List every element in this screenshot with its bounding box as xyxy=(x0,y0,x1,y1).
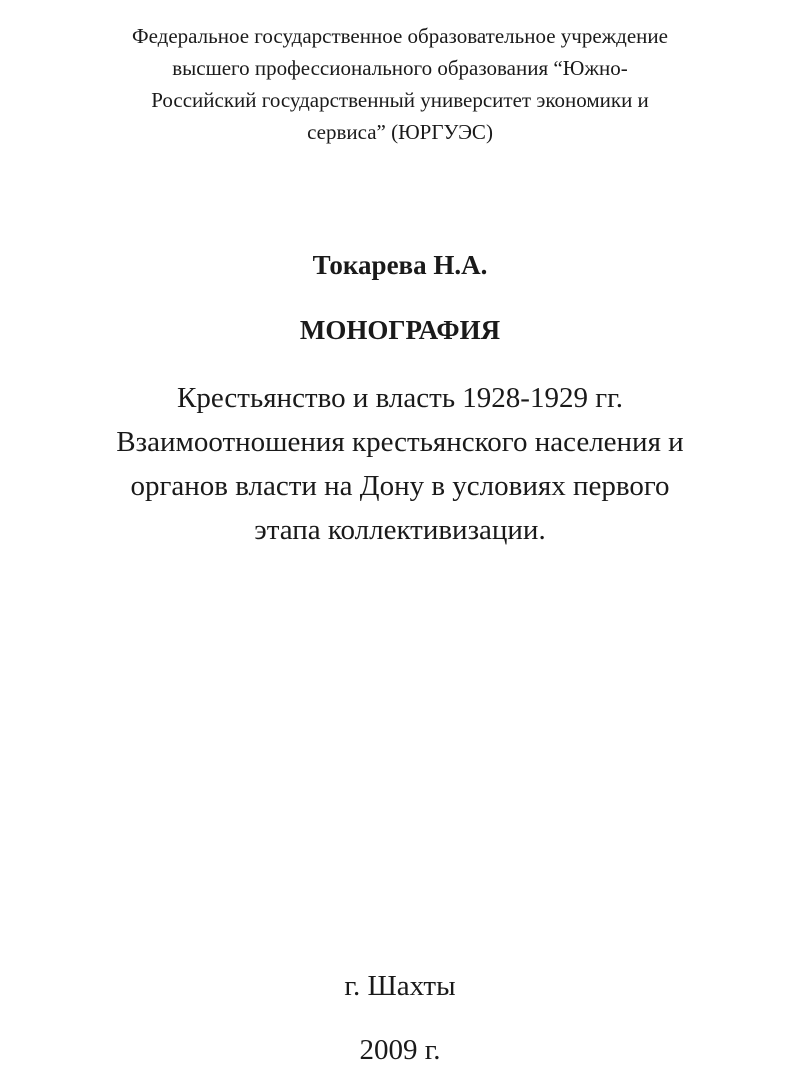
institution-line: Федеральное государственное образовательное учреждение xyxy=(132,24,668,48)
institution-name xyxy=(80,20,720,148)
title-line: Взаимоотношения крестьянского населения и xyxy=(116,426,684,458)
publication-year: 2009 г. xyxy=(359,1034,441,1066)
document-type: МОНОГРАФИЯ xyxy=(299,315,501,345)
title-line: этапа коллективизации. xyxy=(254,514,546,546)
publication-city: г. Шахты xyxy=(344,970,456,1002)
title-line: Крестьянство и власть 1928-1929 гг. xyxy=(177,382,623,414)
institution-line: высшего профессионального образования “Южно- xyxy=(172,56,628,80)
institution-line: Российский государственный университет экономики и xyxy=(151,88,649,112)
title-line: органов власти на Дону в условиях первого xyxy=(130,470,670,502)
author-name: Токарева Н.А. xyxy=(312,250,488,280)
monograph-title xyxy=(60,376,740,552)
institution-line: сервиса” (ЮРГУЭС) xyxy=(307,120,493,144)
